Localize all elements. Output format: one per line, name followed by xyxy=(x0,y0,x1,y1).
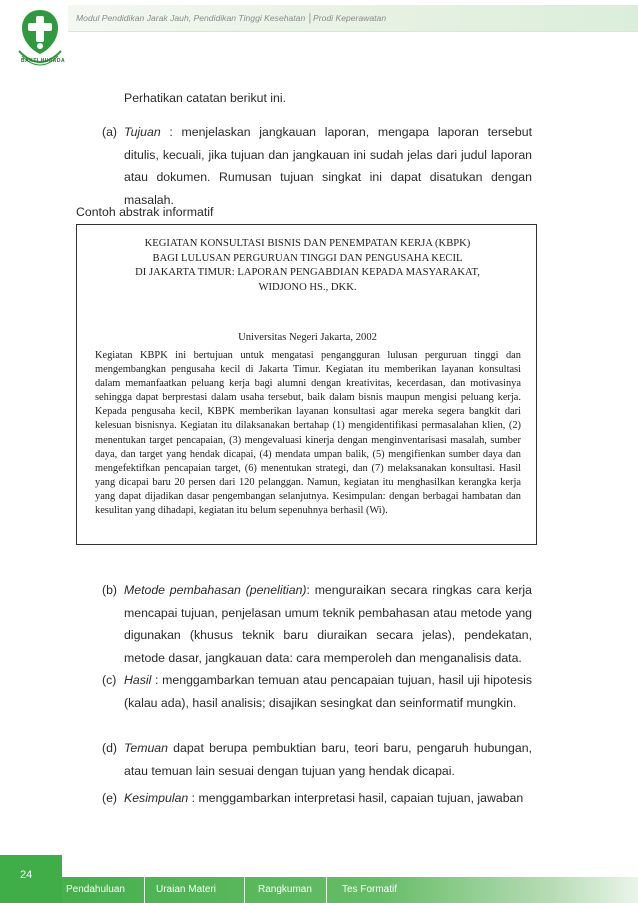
running-header xyxy=(76,13,386,23)
item-e-text: : menggambarkan interpretasi hasil, capaian tujuan, jawaban xyxy=(188,791,524,805)
abstract-title xyxy=(77,237,538,295)
nav-divider xyxy=(144,877,145,903)
header-separator: │ xyxy=(307,13,314,23)
page-number: 24 xyxy=(20,869,33,881)
nav-uraian-materi[interactable]: Uraian Materi xyxy=(156,884,217,895)
nav-pendahuluan[interactable]: Pendahuluan xyxy=(66,884,125,895)
footer xyxy=(0,855,638,903)
abstract-body: Kegiatan KBPK ini bertujuan untuk mengatasi pengangguran lulusan perguruan tinggi dan mengembangkan pengusaha kecil di Jakarta Timur. Kegiatan itu memberikan layanan konsultasi dalam memanfaatkan peluang kerja bagi alumni dengan kreativitas, kecerdasan, dan motivasinya sehingga dapat berprestasi dalam usaha tersebut, baik dalam bisnis maupun mengisi peluang kerja. Kepada pengusaha kecil, KBPK memberikan layanan konsultasi agar mereka segera bangkit dari kelesuan bisnisnya. Kegiatan itu dilaksanakan bertahap (1) mengidentifikasi permasalahan klien, (2) menentukan target pencapaian, (3) mengevaluasi kinerja dengan menginventarisasi masalah, sumber daya, dan target yang hendak dicapai, (4) mendata umpan balik, (5) mengifienkan sumber daya dan mengefektifkan pencapaian target, (6) menentukan strategi, dan (7) melaksanakan konsultasi. Hasil yang dicapai baru 20 persen dari 120 pelanggan. Namun, kegiatan itu menghasilkan kerangka kerja yang dapat dijadikan dasar pengembangan selanjutnya. Kesimpulan: dengan berbagai hambatan dan kesulitan yang dihadapi, kegiatan itu belum sepenuhnya berhasil (Wi). xyxy=(95,350,521,517)
section-heading: Contoh abstrak informatif xyxy=(76,205,214,219)
item-d-term: Temuan xyxy=(124,741,168,755)
program-name: Prodi Keperawatan xyxy=(313,13,387,23)
footer-nav xyxy=(62,877,638,903)
item-e-term: Kesimpulan xyxy=(124,791,189,805)
logo-caption: BAKTI HUSADA xyxy=(21,58,66,64)
nav-divider xyxy=(326,877,327,903)
item-e xyxy=(102,787,532,810)
item-c xyxy=(102,669,532,714)
item-b xyxy=(102,579,532,669)
page-number-box xyxy=(0,855,62,903)
item-c-term: Hasil xyxy=(124,673,152,687)
running-title: Modul Pendidikan Jarak Jauh, Pendidikan Tinggi Kesehatan xyxy=(76,13,306,23)
abstract-university: Universitas Negeri Jakarta, 2002 xyxy=(238,332,377,343)
item-c-text: : menggambarkan temuan atau pencapaian tujuan, hasil uji hipotesis (kalau ada), hasil analisis; disajikan sesingkat dan seinformatif mungkin. xyxy=(124,673,532,710)
item-d-text: dapat berupa pembuktian baru, teori baru, pengaruh hubungan, atau temuan lain sesuai dengan tujuan yang hendak dicapai. xyxy=(124,741,532,778)
item-b-text: : menguraikan secara ringkas cara kerja mencapai tujuan, penjelasan umum teknik pembahasan atau metode yang digunakan (khusus teknik baru diuraikan secara jelas), pendekatan, metode dasar, jangkauan data: cara memperoleh dan menganalisis data. xyxy=(124,583,532,665)
item-b-term: Metode pembahasan (penelitian) xyxy=(124,583,307,597)
nav-tes-formatif[interactable]: Tes Formatif xyxy=(342,884,398,895)
nav-divider xyxy=(244,877,245,903)
item-a-term: Tujuan xyxy=(124,125,161,139)
item-d xyxy=(102,737,532,782)
item-a-label: (a) xyxy=(102,125,118,139)
header-divider xyxy=(68,31,638,32)
item-a xyxy=(102,121,532,211)
intro-text: Perhatikan catatan berikut ini. xyxy=(124,91,287,105)
abstract-title-line: WIDJONO HS., DKK. xyxy=(258,281,357,293)
abstract-title-line: KEGIATAN KONSULTASI BISNIS DAN PENEMPATAN KERJA (KBPK) xyxy=(144,238,471,249)
kemenkes-logo xyxy=(14,7,66,75)
item-b-label: (b) xyxy=(102,583,118,597)
item-c-label: (c) xyxy=(102,673,117,687)
nav-rangkuman[interactable]: Rangkuman xyxy=(258,884,312,895)
abstract-title-line: BAGI LULUSAN PERGURUAN TINGGI DAN PENGUSAHA KECIL xyxy=(152,252,463,264)
item-e-label: (e) xyxy=(102,791,118,805)
abstract-box xyxy=(76,224,537,545)
abstract-title-line: DI JAKARTA TIMUR: LAPORAN PENGABDIAN KEPADA MASYARAKAT, xyxy=(135,267,480,278)
item-d-label: (d) xyxy=(102,741,118,755)
item-a-text: : menjelaskan jangkauan laporan, mengapa laporan tersebut ditulis, kecuali, jika tujuan dan jangkauan ini sudah jelas dari judul laporan atau dokumen. Rumusan tujuan singkat ini dapat disatukan dengan masalah. xyxy=(124,125,532,207)
